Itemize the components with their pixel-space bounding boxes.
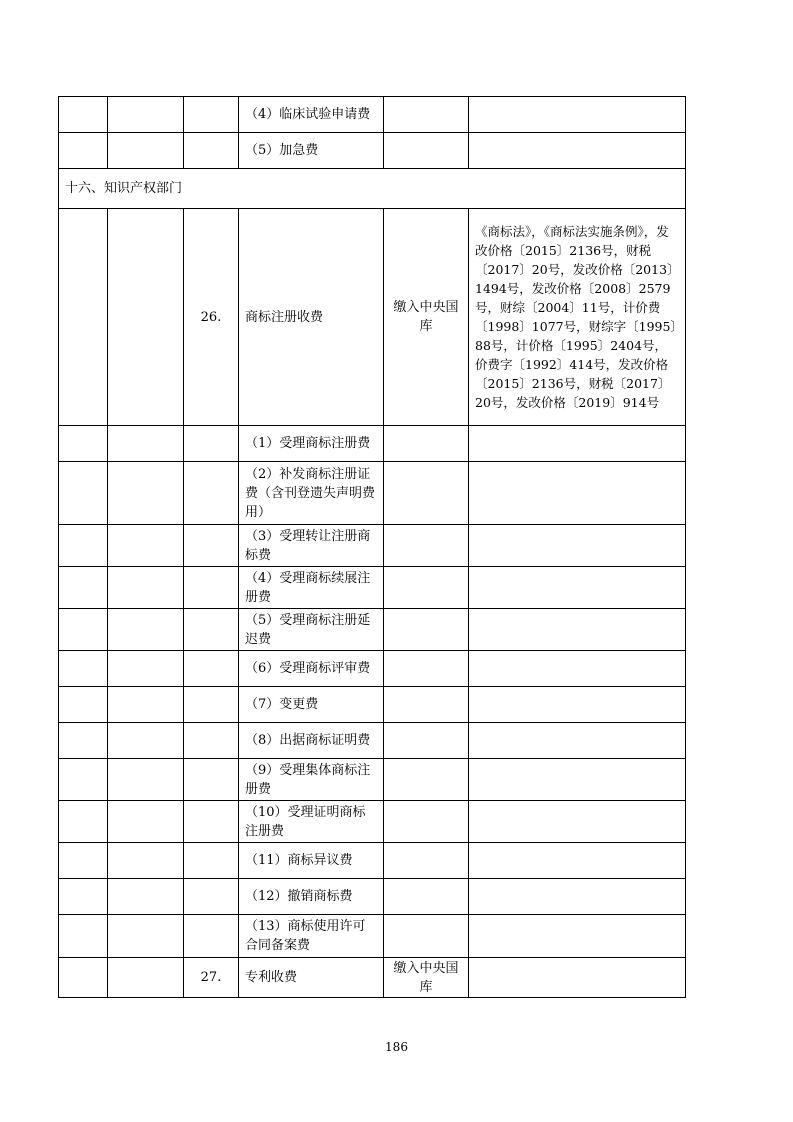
cell-blank	[469, 609, 686, 651]
cell-fee-name: （2）补发商标注册证费（含刊登遗失声明费用）	[239, 462, 384, 525]
cell-fee-name: （1）受理商标注册费	[239, 426, 384, 462]
cell-blank	[469, 801, 686, 843]
page-number: 186	[385, 1040, 408, 1054]
cell-blank	[384, 525, 469, 567]
cell-blank	[108, 462, 184, 525]
cell-blank	[469, 567, 686, 609]
table-row	[59, 801, 686, 843]
cell-blank	[59, 801, 108, 843]
cell-blank	[384, 843, 469, 879]
cell-blank	[108, 209, 184, 426]
cell-fee-name: （3）受理转让注册商标费	[239, 525, 384, 567]
cell-fee-name: （5）加急费	[239, 133, 384, 169]
cell-blank	[469, 426, 686, 462]
cell-blank	[184, 426, 239, 462]
cell-blank	[108, 723, 184, 759]
cell-blank	[184, 687, 239, 723]
cell-blank	[59, 426, 108, 462]
cell-blank	[384, 462, 469, 525]
cell-blank	[184, 567, 239, 609]
table-row	[59, 609, 686, 651]
cell-blank	[59, 915, 108, 958]
table-row	[59, 567, 686, 609]
cell-blank	[59, 843, 108, 879]
table-row	[59, 759, 686, 801]
cell-fee-name: （11）商标异议费	[239, 843, 384, 879]
cell-blank	[108, 915, 184, 958]
cell-blank	[59, 958, 108, 998]
table-row-item-26	[59, 209, 686, 426]
cell-blank	[59, 462, 108, 525]
cell-blank	[184, 723, 239, 759]
cell-blank	[184, 801, 239, 843]
cell-blank	[59, 567, 108, 609]
cell-blank	[384, 567, 469, 609]
cell-blank	[59, 723, 108, 759]
table-row	[59, 426, 686, 462]
cell-blank	[384, 426, 469, 462]
cell-blank	[184, 525, 239, 567]
cell-basis	[469, 958, 686, 998]
cell-fee-name: （12）撤销商标费	[239, 879, 384, 915]
cell-blank	[184, 759, 239, 801]
cell-blank	[108, 879, 184, 915]
cell-blank	[184, 609, 239, 651]
cell-fee-name: （13）商标使用许可合同备案费	[239, 915, 384, 958]
cell-basis	[469, 97, 686, 133]
table-row	[59, 462, 686, 525]
cell-dept: 缴入中央国库	[384, 958, 469, 998]
cell-dept: 缴入中央国库	[384, 209, 469, 426]
table-row	[59, 723, 686, 759]
cell-blank	[469, 879, 686, 915]
cell-blank	[384, 759, 469, 801]
cell-dept	[384, 97, 469, 133]
cell-blank	[59, 651, 108, 687]
cell-blank	[108, 958, 184, 998]
cell-blank	[108, 133, 184, 169]
cell-blank	[59, 687, 108, 723]
cell-blank	[184, 915, 239, 958]
cell-blank	[469, 651, 686, 687]
cell-blank	[469, 723, 686, 759]
cell-blank	[108, 687, 184, 723]
cell-blank	[59, 525, 108, 567]
table-row	[59, 525, 686, 567]
cell-blank	[59, 209, 108, 426]
cell-blank	[108, 567, 184, 609]
cell-blank	[469, 759, 686, 801]
cell-blank	[384, 723, 469, 759]
cell-blank	[108, 651, 184, 687]
cell-dept	[384, 133, 469, 169]
table-row	[59, 687, 686, 723]
cell-fee-name: 商标注册收费	[239, 209, 384, 426]
table-row	[59, 133, 686, 169]
cell-blank	[384, 879, 469, 915]
cell-blank	[108, 426, 184, 462]
cell-blank	[59, 759, 108, 801]
cell-blank	[469, 915, 686, 958]
cell-blank	[384, 915, 469, 958]
cell-fee-name: （5）受理商标注册延迟费	[239, 609, 384, 651]
cell-blank	[59, 97, 108, 133]
table-row	[59, 651, 686, 687]
cell-fee-name: （4）临床试验申请费	[239, 97, 384, 133]
cell-fee-name: （10）受理证明商标注册费	[239, 801, 384, 843]
cell-blank	[108, 97, 184, 133]
section-row	[59, 169, 686, 209]
cell-blank	[184, 843, 239, 879]
cell-number: 27.	[184, 958, 239, 998]
section-title: 十六、知识产权部门	[59, 169, 686, 209]
cell-blank	[108, 759, 184, 801]
cell-number	[184, 133, 239, 169]
cell-blank	[59, 879, 108, 915]
cell-blank	[108, 525, 184, 567]
table-row	[59, 915, 686, 958]
cell-blank	[384, 651, 469, 687]
cell-fee-name: （8）出据商标证明费	[239, 723, 384, 759]
cell-blank	[384, 687, 469, 723]
cell-blank	[108, 843, 184, 879]
cell-blank	[184, 651, 239, 687]
cell-fee-name: 专利收费	[239, 958, 384, 998]
cell-basis: 《商标法》，《商标法实施条例》，发改价格〔2015〕2136号，财税〔2017〕20号，发改价格〔2013〕1494号，发改价格〔2008〕2579号，财综〔2004〕11号，计价费〔1998〕1077号，财综字〔1995〕88号，计价格〔1995〕2404号，价费字〔1992〕414号，发改价格〔2015〕2136号，财税〔2017〕20号，发改价格〔2019〕914号	[469, 209, 686, 426]
cell-blank	[469, 525, 686, 567]
cell-blank	[469, 462, 686, 525]
cell-fee-name: （4）受理商标续展注册费	[239, 567, 384, 609]
cell-blank	[184, 879, 239, 915]
cell-number	[184, 97, 239, 133]
cell-basis	[469, 133, 686, 169]
cell-blank	[469, 687, 686, 723]
cell-blank	[384, 609, 469, 651]
cell-fee-name: （9）受理集体商标注册费	[239, 759, 384, 801]
table-row	[59, 843, 686, 879]
table-row-item-27	[59, 958, 686, 998]
cell-blank	[108, 609, 184, 651]
table-row	[59, 879, 686, 915]
cell-number: 26.	[184, 209, 239, 426]
cell-blank	[469, 843, 686, 879]
cell-blank	[59, 609, 108, 651]
table-row	[59, 97, 686, 133]
cell-fee-name: （6）受理商标评审费	[239, 651, 384, 687]
cell-blank	[108, 801, 184, 843]
cell-blank	[59, 133, 108, 169]
fee-table-body	[59, 97, 686, 998]
cell-blank	[384, 801, 469, 843]
cell-fee-name: （7）变更费	[239, 687, 384, 723]
fee-table	[58, 96, 686, 998]
cell-blank	[184, 462, 239, 525]
